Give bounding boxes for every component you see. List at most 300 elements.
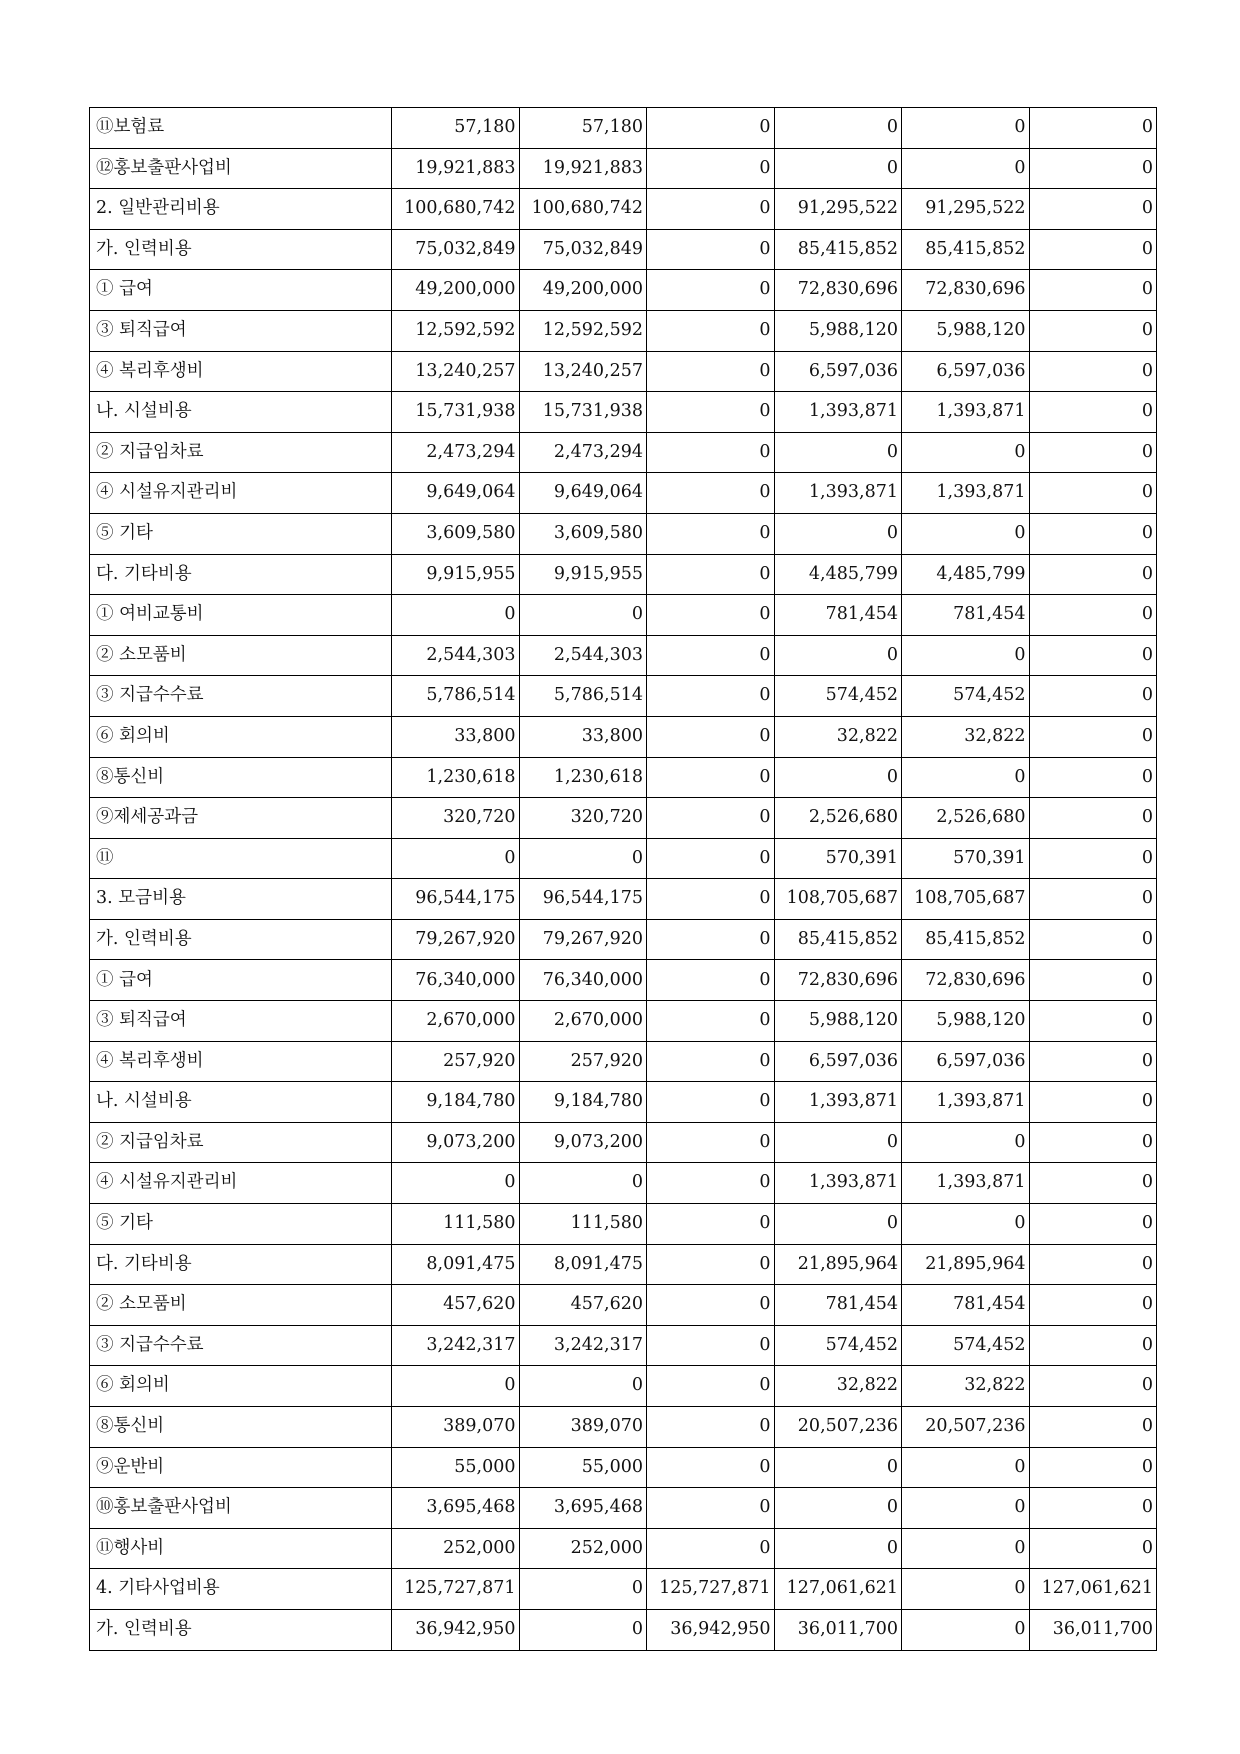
amount-cell: 2,526,680 xyxy=(902,798,1030,839)
amount-cell: 91,295,522 xyxy=(774,189,902,230)
row-label: ② 지급임차료 xyxy=(90,432,392,473)
amount-cell: 257,920 xyxy=(519,1041,647,1082)
table-row xyxy=(90,919,1157,960)
row-label: ④ 복리후생비 xyxy=(90,351,392,392)
amount-cell: 1,393,871 xyxy=(774,392,902,433)
row-label: ① 급여 xyxy=(90,960,392,1001)
amount-cell: 2,544,303 xyxy=(392,635,520,676)
amount-cell: 32,822 xyxy=(902,1366,1030,1407)
amount-cell: 0 xyxy=(1029,1447,1157,1488)
row-label: ⑨제세공과금 xyxy=(90,798,392,839)
row-label: ③ 지급수수료 xyxy=(90,676,392,717)
amount-cell: 0 xyxy=(647,798,775,839)
amount-cell: 0 xyxy=(647,189,775,230)
amount-cell: 0 xyxy=(647,148,775,189)
table-row xyxy=(90,838,1157,879)
amount-cell: 252,000 xyxy=(519,1528,647,1569)
amount-cell: 36,011,700 xyxy=(1029,1609,1157,1650)
table-row xyxy=(90,1041,1157,1082)
amount-cell: 0 xyxy=(519,1163,647,1204)
amount-cell: 19,921,883 xyxy=(519,148,647,189)
amount-cell: 33,800 xyxy=(392,716,520,757)
amount-cell: 0 xyxy=(774,148,902,189)
amount-cell: 0 xyxy=(774,432,902,473)
amount-cell: 0 xyxy=(1029,1528,1157,1569)
amount-cell: 0 xyxy=(902,513,1030,554)
amount-cell: 0 xyxy=(392,1366,520,1407)
table-row xyxy=(90,148,1157,189)
amount-cell: 0 xyxy=(1029,1041,1157,1082)
amount-cell: 0 xyxy=(902,108,1030,149)
amount-cell: 0 xyxy=(647,595,775,636)
table-row xyxy=(90,1366,1157,1407)
amount-cell: 125,727,871 xyxy=(392,1569,520,1610)
amount-cell: 0 xyxy=(647,392,775,433)
amount-cell: 389,070 xyxy=(519,1407,647,1448)
amount-cell: 0 xyxy=(1029,919,1157,960)
amount-cell: 0 xyxy=(519,1366,647,1407)
amount-cell: 57,180 xyxy=(519,108,647,149)
amount-cell: 0 xyxy=(392,838,520,879)
row-label: 나. 시설비용 xyxy=(90,392,392,433)
amount-cell: 100,680,742 xyxy=(519,189,647,230)
amount-cell: 0 xyxy=(1029,1163,1157,1204)
amount-cell: 72,830,696 xyxy=(774,960,902,1001)
amount-cell: 3,609,580 xyxy=(392,513,520,554)
row-label: 가. 인력비용 xyxy=(90,229,392,270)
amount-cell: 574,452 xyxy=(774,676,902,717)
amount-cell: 0 xyxy=(647,960,775,1001)
amount-cell: 91,295,522 xyxy=(902,189,1030,230)
amount-cell: 0 xyxy=(1029,554,1157,595)
amount-cell: 0 xyxy=(647,310,775,351)
table-row xyxy=(90,392,1157,433)
amount-cell: 0 xyxy=(1029,676,1157,717)
table-row xyxy=(90,879,1157,920)
amount-cell: 9,073,200 xyxy=(392,1122,520,1163)
amount-cell: 0 xyxy=(1029,595,1157,636)
amount-cell: 0 xyxy=(647,1001,775,1042)
amount-cell: 32,822 xyxy=(774,1366,902,1407)
row-label: ⑥ 회의비 xyxy=(90,1366,392,1407)
amount-cell: 0 xyxy=(647,879,775,920)
amount-cell: 0 xyxy=(902,148,1030,189)
row-label: ⑪ xyxy=(90,838,392,879)
amount-cell: 0 xyxy=(902,1488,1030,1529)
row-label: ④ 복리후생비 xyxy=(90,1041,392,1082)
amount-cell: 1,393,871 xyxy=(774,473,902,514)
row-label: 3. 모금비용 xyxy=(90,879,392,920)
amount-cell: 0 xyxy=(1029,1285,1157,1326)
amount-cell: 0 xyxy=(1029,960,1157,1001)
amount-cell: 0 xyxy=(1029,310,1157,351)
amount-cell: 6,597,036 xyxy=(774,1041,902,1082)
amount-cell: 0 xyxy=(647,1204,775,1245)
amount-cell: 0 xyxy=(1029,798,1157,839)
amount-cell: 0 xyxy=(902,757,1030,798)
amount-cell: 57,180 xyxy=(392,108,520,149)
amount-cell: 0 xyxy=(774,108,902,149)
row-label: 4. 기타사업비용 xyxy=(90,1569,392,1610)
row-label: ③ 지급수수료 xyxy=(90,1325,392,1366)
amount-cell: 0 xyxy=(647,1447,775,1488)
amount-cell: 0 xyxy=(774,635,902,676)
amount-cell: 0 xyxy=(1029,1366,1157,1407)
amount-cell: 85,415,852 xyxy=(774,229,902,270)
amount-cell: 0 xyxy=(1029,1244,1157,1285)
amount-cell: 0 xyxy=(519,1569,647,1610)
amount-cell: 0 xyxy=(1029,1488,1157,1529)
amount-cell: 1,230,618 xyxy=(392,757,520,798)
amount-cell: 0 xyxy=(902,432,1030,473)
amount-cell: 574,452 xyxy=(902,1325,1030,1366)
amount-cell: 79,267,920 xyxy=(392,919,520,960)
table-row xyxy=(90,1163,1157,1204)
amount-cell: 0 xyxy=(1029,1082,1157,1123)
amount-cell: 9,184,780 xyxy=(392,1082,520,1123)
row-label: ④ 시설유지관리비 xyxy=(90,473,392,514)
amount-cell: 320,720 xyxy=(392,798,520,839)
row-label: ⑧통신비 xyxy=(90,757,392,798)
amount-cell: 0 xyxy=(519,1609,647,1650)
amount-cell: 781,454 xyxy=(902,595,1030,636)
amount-cell: 0 xyxy=(519,595,647,636)
table-row xyxy=(90,310,1157,351)
row-label: ① 여비교통비 xyxy=(90,595,392,636)
amount-cell: 0 xyxy=(647,1366,775,1407)
table-row xyxy=(90,473,1157,514)
amount-cell: 75,032,849 xyxy=(519,229,647,270)
amount-cell: 0 xyxy=(1029,392,1157,433)
row-label: ⑥ 회의비 xyxy=(90,716,392,757)
amount-cell: 3,242,317 xyxy=(392,1325,520,1366)
amount-cell: 0 xyxy=(647,108,775,149)
amount-cell: 9,184,780 xyxy=(519,1082,647,1123)
row-label: 다. 기타비용 xyxy=(90,1244,392,1285)
amount-cell: 0 xyxy=(1029,229,1157,270)
table-row xyxy=(90,1488,1157,1529)
table-row xyxy=(90,1609,1157,1650)
amount-cell: 0 xyxy=(647,1163,775,1204)
row-label: ⑤ 기타 xyxy=(90,513,392,554)
amount-cell: 0 xyxy=(902,1447,1030,1488)
row-label: ② 소모품비 xyxy=(90,635,392,676)
amount-cell: 108,705,687 xyxy=(774,879,902,920)
amount-cell: 5,988,120 xyxy=(902,1001,1030,1042)
amount-cell: 570,391 xyxy=(774,838,902,879)
amount-cell: 0 xyxy=(1029,473,1157,514)
amount-cell: 0 xyxy=(902,1122,1030,1163)
amount-cell: 6,597,036 xyxy=(774,351,902,392)
amount-cell: 0 xyxy=(1029,1122,1157,1163)
amount-cell: 2,473,294 xyxy=(519,432,647,473)
amount-cell: 15,731,938 xyxy=(519,392,647,433)
amount-cell: 0 xyxy=(647,351,775,392)
amount-cell: 32,822 xyxy=(774,716,902,757)
amount-cell: 85,415,852 xyxy=(774,919,902,960)
amount-cell: 0 xyxy=(392,595,520,636)
amount-cell: 0 xyxy=(647,513,775,554)
row-label: ② 지급임차료 xyxy=(90,1122,392,1163)
amount-cell: 0 xyxy=(1029,716,1157,757)
amount-cell: 0 xyxy=(647,1528,775,1569)
amount-cell: 457,620 xyxy=(392,1285,520,1326)
amount-cell: 0 xyxy=(647,716,775,757)
amount-cell: 0 xyxy=(902,635,1030,676)
amount-cell: 49,200,000 xyxy=(519,270,647,311)
amount-cell: 0 xyxy=(1029,757,1157,798)
amount-cell: 5,988,120 xyxy=(774,310,902,351)
amount-cell: 20,507,236 xyxy=(774,1407,902,1448)
amount-cell: 0 xyxy=(647,1122,775,1163)
amount-cell: 0 xyxy=(647,270,775,311)
amount-cell: 570,391 xyxy=(902,838,1030,879)
amount-cell: 9,649,064 xyxy=(392,473,520,514)
amount-cell: 0 xyxy=(1029,513,1157,554)
expense-table-body xyxy=(90,108,1157,1651)
amount-cell: 111,580 xyxy=(392,1204,520,1245)
amount-cell: 1,230,618 xyxy=(519,757,647,798)
amount-cell: 79,267,920 xyxy=(519,919,647,960)
amount-cell: 0 xyxy=(1029,1325,1157,1366)
amount-cell: 3,695,468 xyxy=(519,1488,647,1529)
amount-cell: 3,609,580 xyxy=(519,513,647,554)
amount-cell: 0 xyxy=(519,838,647,879)
amount-cell: 0 xyxy=(902,1204,1030,1245)
amount-cell: 12,592,592 xyxy=(392,310,520,351)
amount-cell: 6,597,036 xyxy=(902,351,1030,392)
amount-cell: 0 xyxy=(647,1285,775,1326)
amount-cell: 0 xyxy=(647,1407,775,1448)
table-row xyxy=(90,513,1157,554)
amount-cell: 72,830,696 xyxy=(902,270,1030,311)
amount-cell: 2,544,303 xyxy=(519,635,647,676)
amount-cell: 0 xyxy=(647,1082,775,1123)
amount-cell: 5,988,120 xyxy=(902,310,1030,351)
amount-cell: 85,415,852 xyxy=(902,229,1030,270)
amount-cell: 100,680,742 xyxy=(392,189,520,230)
row-label: 가. 인력비용 xyxy=(90,1609,392,1650)
row-label: ③ 퇴직급여 xyxy=(90,1001,392,1042)
amount-cell: 33,800 xyxy=(519,716,647,757)
row-label: ⑫홍보출판사업비 xyxy=(90,148,392,189)
amount-cell: 0 xyxy=(1029,879,1157,920)
amount-cell: 781,454 xyxy=(902,1285,1030,1326)
amount-cell: 0 xyxy=(647,432,775,473)
amount-cell: 1,393,871 xyxy=(902,1082,1030,1123)
amount-cell: 0 xyxy=(1029,189,1157,230)
amount-cell: 0 xyxy=(647,635,775,676)
amount-cell: 0 xyxy=(774,1204,902,1245)
amount-cell: 127,061,621 xyxy=(1029,1569,1157,1610)
amount-cell: 0 xyxy=(647,838,775,879)
table-row xyxy=(90,676,1157,717)
row-label: 2. 일반관리비용 xyxy=(90,189,392,230)
row-label: 나. 시설비용 xyxy=(90,1082,392,1123)
amount-cell: 1,393,871 xyxy=(774,1163,902,1204)
row-label: ② 소모품비 xyxy=(90,1285,392,1326)
amount-cell: 1,393,871 xyxy=(774,1082,902,1123)
amount-cell: 2,473,294 xyxy=(392,432,520,473)
table-row xyxy=(90,229,1157,270)
amount-cell: 15,731,938 xyxy=(392,392,520,433)
amount-cell: 8,091,475 xyxy=(519,1244,647,1285)
table-row xyxy=(90,432,1157,473)
amount-cell: 36,942,950 xyxy=(647,1609,775,1650)
table-row xyxy=(90,1204,1157,1245)
amount-cell: 0 xyxy=(647,229,775,270)
amount-cell: 9,915,955 xyxy=(392,554,520,595)
amount-cell: 0 xyxy=(1029,1407,1157,1448)
amount-cell: 13,240,257 xyxy=(519,351,647,392)
amount-cell: 574,452 xyxy=(902,676,1030,717)
amount-cell: 0 xyxy=(392,1163,520,1204)
table-row xyxy=(90,1528,1157,1569)
row-label: 가. 인력비용 xyxy=(90,919,392,960)
amount-cell: 5,988,120 xyxy=(774,1001,902,1042)
amount-cell: 36,942,950 xyxy=(392,1609,520,1650)
amount-cell: 96,544,175 xyxy=(519,879,647,920)
amount-cell: 4,485,799 xyxy=(774,554,902,595)
expense-table xyxy=(89,107,1157,1651)
amount-cell: 0 xyxy=(1029,838,1157,879)
amount-cell: 55,000 xyxy=(519,1447,647,1488)
table-row xyxy=(90,1325,1157,1366)
amount-cell: 96,544,175 xyxy=(392,879,520,920)
amount-cell: 49,200,000 xyxy=(392,270,520,311)
amount-cell: 0 xyxy=(902,1528,1030,1569)
amount-cell: 108,705,687 xyxy=(902,879,1030,920)
amount-cell: 2,670,000 xyxy=(392,1001,520,1042)
row-label: ④ 시설유지관리비 xyxy=(90,1163,392,1204)
table-row xyxy=(90,1569,1157,1610)
table-row xyxy=(90,1082,1157,1123)
amount-cell: 9,915,955 xyxy=(519,554,647,595)
amount-cell: 0 xyxy=(647,1488,775,1529)
amount-cell: 1,393,871 xyxy=(902,1163,1030,1204)
table-row xyxy=(90,1285,1157,1326)
row-label: ① 급여 xyxy=(90,270,392,311)
amount-cell: 72,830,696 xyxy=(902,960,1030,1001)
amount-cell: 0 xyxy=(1029,351,1157,392)
amount-cell: 32,822 xyxy=(902,716,1030,757)
amount-cell: 0 xyxy=(902,1569,1030,1610)
amount-cell: 0 xyxy=(1029,1204,1157,1245)
amount-cell: 21,895,964 xyxy=(902,1244,1030,1285)
table-row xyxy=(90,716,1157,757)
table-row xyxy=(90,798,1157,839)
table-row xyxy=(90,1447,1157,1488)
amount-cell: 0 xyxy=(1029,1001,1157,1042)
amount-cell: 6,597,036 xyxy=(902,1041,1030,1082)
table-row xyxy=(90,757,1157,798)
table-row xyxy=(90,960,1157,1001)
amount-cell: 3,695,468 xyxy=(392,1488,520,1529)
amount-cell: 2,526,680 xyxy=(774,798,902,839)
amount-cell: 0 xyxy=(1029,270,1157,311)
amount-cell: 111,580 xyxy=(519,1204,647,1245)
amount-cell: 1,393,871 xyxy=(902,473,1030,514)
amount-cell: 0 xyxy=(774,1447,902,1488)
row-label: ⑨운반비 xyxy=(90,1447,392,1488)
amount-cell: 0 xyxy=(774,1528,902,1569)
table-row xyxy=(90,108,1157,149)
amount-cell: 0 xyxy=(1029,108,1157,149)
amount-cell: 0 xyxy=(647,919,775,960)
amount-cell: 781,454 xyxy=(774,1285,902,1326)
amount-cell: 0 xyxy=(774,1122,902,1163)
table-row xyxy=(90,554,1157,595)
row-label: ⑩홍보출판사업비 xyxy=(90,1488,392,1529)
amount-cell: 389,070 xyxy=(392,1407,520,1448)
amount-cell: 0 xyxy=(774,513,902,554)
table-row xyxy=(90,1244,1157,1285)
amount-cell: 125,727,871 xyxy=(647,1569,775,1610)
table-row xyxy=(90,270,1157,311)
amount-cell: 8,091,475 xyxy=(392,1244,520,1285)
amount-cell: 19,921,883 xyxy=(392,148,520,189)
table-row xyxy=(90,351,1157,392)
amount-cell: 5,786,514 xyxy=(392,676,520,717)
amount-cell: 0 xyxy=(647,1325,775,1366)
row-label: ⑧통신비 xyxy=(90,1407,392,1448)
amount-cell: 12,592,592 xyxy=(519,310,647,351)
amount-cell: 0 xyxy=(1029,432,1157,473)
amount-cell: 13,240,257 xyxy=(392,351,520,392)
table-row xyxy=(90,1001,1157,1042)
amount-cell: 257,920 xyxy=(392,1041,520,1082)
amount-cell: 0 xyxy=(647,1244,775,1285)
amount-cell: 0 xyxy=(1029,635,1157,676)
row-label: ③ 퇴직급여 xyxy=(90,310,392,351)
row-label: ⑤ 기타 xyxy=(90,1204,392,1245)
amount-cell: 320,720 xyxy=(519,798,647,839)
table-row xyxy=(90,595,1157,636)
row-label: 다. 기타비용 xyxy=(90,554,392,595)
amount-cell: 2,670,000 xyxy=(519,1001,647,1042)
amount-cell: 85,415,852 xyxy=(902,919,1030,960)
amount-cell: 0 xyxy=(1029,148,1157,189)
amount-cell: 0 xyxy=(647,676,775,717)
amount-cell: 9,649,064 xyxy=(519,473,647,514)
table-row xyxy=(90,1122,1157,1163)
amount-cell: 0 xyxy=(902,1609,1030,1650)
table-row xyxy=(90,189,1157,230)
amount-cell: 0 xyxy=(647,757,775,798)
amount-cell: 127,061,621 xyxy=(774,1569,902,1610)
amount-cell: 574,452 xyxy=(774,1325,902,1366)
amount-cell: 75,032,849 xyxy=(392,229,520,270)
amount-cell: 9,073,200 xyxy=(519,1122,647,1163)
amount-cell: 21,895,964 xyxy=(774,1244,902,1285)
amount-cell: 76,340,000 xyxy=(392,960,520,1001)
amount-cell: 0 xyxy=(647,1041,775,1082)
amount-cell: 1,393,871 xyxy=(902,392,1030,433)
amount-cell: 3,242,317 xyxy=(519,1325,647,1366)
amount-cell: 4,485,799 xyxy=(902,554,1030,595)
amount-cell: 252,000 xyxy=(392,1528,520,1569)
amount-cell: 20,507,236 xyxy=(902,1407,1030,1448)
amount-cell: 0 xyxy=(647,473,775,514)
amount-cell: 0 xyxy=(647,554,775,595)
amount-cell: 457,620 xyxy=(519,1285,647,1326)
amount-cell: 0 xyxy=(774,1488,902,1529)
table-row xyxy=(90,1407,1157,1448)
table-row xyxy=(90,635,1157,676)
amount-cell: 0 xyxy=(774,757,902,798)
amount-cell: 781,454 xyxy=(774,595,902,636)
amount-cell: 72,830,696 xyxy=(774,270,902,311)
